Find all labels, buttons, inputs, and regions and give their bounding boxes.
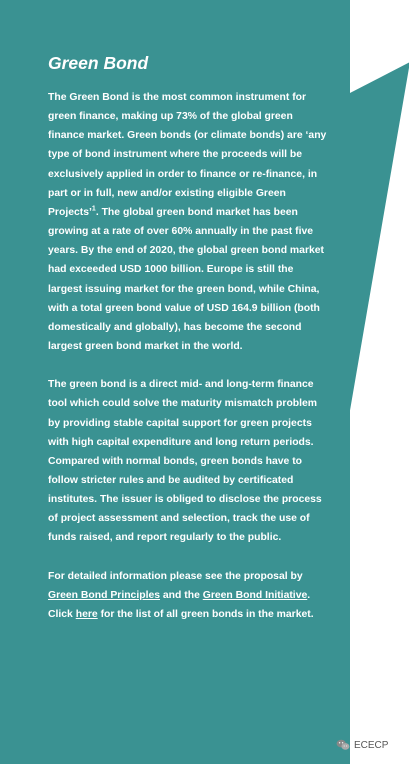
paragraph-overview bbox=[48, 88, 330, 356]
footnote-marker: 1 bbox=[91, 205, 96, 213]
more-info-text-2: and the bbox=[160, 589, 203, 601]
here-link[interactable]: here bbox=[75, 608, 98, 620]
page-title: Green Bond bbox=[48, 53, 149, 73]
watermark-text: ECECP bbox=[354, 739, 389, 751]
more-info-text-3: . Click bbox=[48, 589, 311, 620]
green-bond-initiative-link[interactable]: Green Bond Initiative bbox=[202, 589, 308, 601]
more-info-text-4: for the list of all green bonds in the market. bbox=[97, 608, 314, 620]
paragraph-finance-tool: The green bond is a direct mid- and long-term finance tool which could solve the maturity mismatch problem by providing stable capital support for green projects with high capital expenditure and long return periods. Compared with normal bonds, green bonds have to follow stricter rules and be audited by certificated institutes. The issuer is obliged to disclose the process of project assessment and selection, track the use of funds raised, and report regularly to the public. bbox=[48, 379, 322, 544]
more-info-text-1: For detailed information please see the proposal by bbox=[48, 570, 303, 582]
paragraph-overview-part2: . The global green bond market has been growing at a rate of over 60% annually in the past five years. By the end of 2020, the global green bond market had exceeded USD 1000 billion. Europe is still the largest issuing market for the green bond, while China, with a total green bond value of USD 164.9 billion (both domestically and globally), has become the second largest green bond market in the world. bbox=[48, 206, 325, 353]
green-bond-principles-link[interactable]: Green Bond Principles bbox=[48, 589, 161, 601]
paragraph-overview-part1: The Green Bond is the most common instrument for green finance, making up 73% of the global green finance market. Green bonds (or climate bonds) are ‘any type of bond instrument where the proceeds will be exclusively applied in order to finance or re-finance, in part or in full, new and/or existing eligible Green Projects’ bbox=[48, 92, 327, 218]
paragraph-more-info bbox=[48, 567, 330, 624]
content-area bbox=[48, 52, 330, 643]
speech-pointer bbox=[348, 62, 409, 422]
wechat-icon bbox=[336, 739, 350, 751]
watermark bbox=[336, 736, 388, 754]
